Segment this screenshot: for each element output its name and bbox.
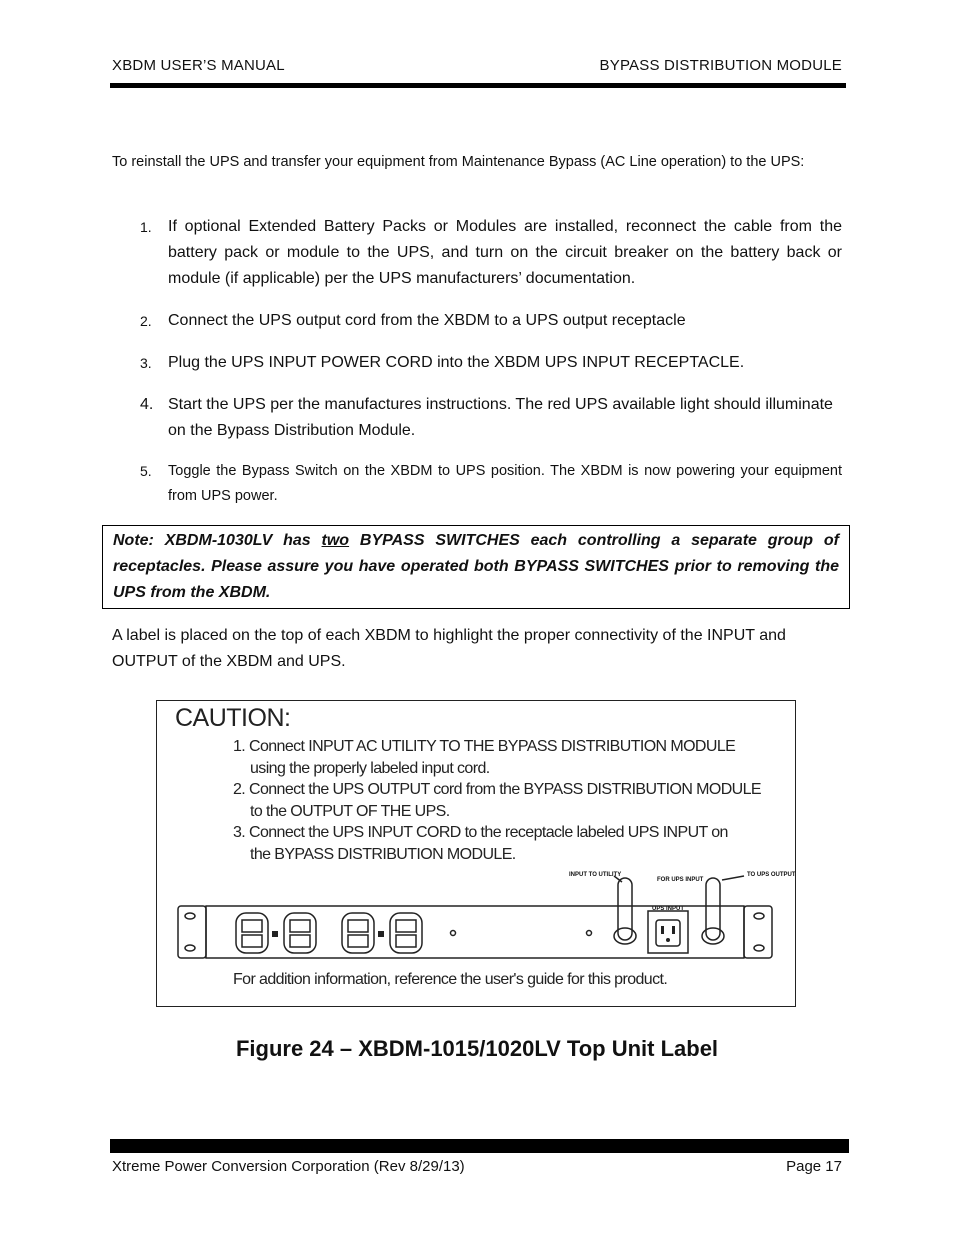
caution-line: 2. Connect the UPS OUTPUT cord from the BYPASS DISTRIBUTION MODULE (233, 781, 761, 798)
footer-rule (110, 1139, 849, 1153)
step-number: 2. (140, 313, 152, 329)
for-ups-input-label: FOR UPS INPUT (657, 877, 704, 883)
figure-caption: Figure 24 – XBDM-1015/1020LV Top Unit Label (235, 1036, 719, 1061)
list-item (112, 350, 842, 376)
step-number: 1. (140, 219, 152, 235)
body-paragraph: A label is placed on the top of each XBDM to highlight the proper connectivity of the INPUT and OUTPUT of the XBDM and UPS. (112, 627, 786, 670)
step-text: Start the UPS per the manufactures instructions. The red UPS available light should illuminate on the Bypass Distribution Module. (168, 396, 833, 439)
caution-line: to the OUTPUT OF THE UPS. (250, 803, 450, 820)
note-emphasis: two (321, 532, 350, 549)
step-text: Connect the UPS output cord from the XBDM to a UPS output receptacle (168, 312, 686, 329)
caution-footer: For addition information, reference the user's guide for this product. (233, 971, 668, 988)
step-number: 4. (140, 396, 154, 413)
list-item (112, 459, 842, 509)
bypass-module-drawing (176, 868, 780, 968)
list-item (112, 308, 842, 334)
step-number: 5. (140, 463, 152, 479)
note-text-after: BYPASS SWITCHES each controlling a separate group of receptacles. Please assure you have operated both BYPASS SWITCHES prior to removing the UPS from the XBDM. (113, 532, 839, 601)
list-item (112, 214, 842, 292)
list-item (112, 392, 842, 444)
ups-input-label: UPS INPUT (652, 906, 685, 912)
caution-title: CAUTION: (175, 704, 291, 732)
header-right: BYPASS DISTRIBUTION MODULE (599, 57, 842, 74)
header-left: XBDM USER’S MANUAL (112, 57, 285, 74)
step-text: Toggle the Bypass Switch on the XBDM to UPS position. The XBDM is now powering your equipment from UPS power. (168, 463, 842, 504)
input-utility-label: INPUT TO UTILITY (569, 872, 622, 878)
note-text-before: Note: XBDM-1030LV has (113, 532, 322, 549)
step-text: Plug the UPS INPUT POWER CORD into the XBDM UPS INPUT RECEPTACLE. (168, 354, 745, 371)
header-rule (110, 83, 846, 88)
caution-line: 3. Connect the UPS INPUT CORD to the receptacle labeled UPS INPUT on (233, 824, 728, 841)
intro-text: To reinstall the UPS and transfer your equipment from Maintenance Bypass (AC Line operation) to the UPS: (112, 154, 805, 170)
note-box (102, 525, 850, 609)
step-text: If optional Extended Battery Packs or Modules are installed, reconnect the cable from the battery pack or module to the UPS, and turn on the circuit breaker on the battery back or module (if applicable) per the UPS manufacturers’ documentation. (168, 218, 842, 287)
caution-line: the BYPASS DISTRIBUTION MODULE. (250, 846, 516, 863)
page-number: Page 17 (786, 1158, 842, 1175)
caution-line: using the properly labeled input cord. (250, 760, 490, 777)
caution-line: 1. Connect INPUT AC UTILITY TO THE BYPASS DISTRIBUTION MODULE (233, 738, 736, 755)
to-ups-output-label: TO UPS OUTPUT (747, 872, 796, 878)
step-number: 3. (140, 355, 152, 371)
footer-left: Xtreme Power Conversion Corporation (Rev 8/29/13) (112, 1158, 465, 1175)
